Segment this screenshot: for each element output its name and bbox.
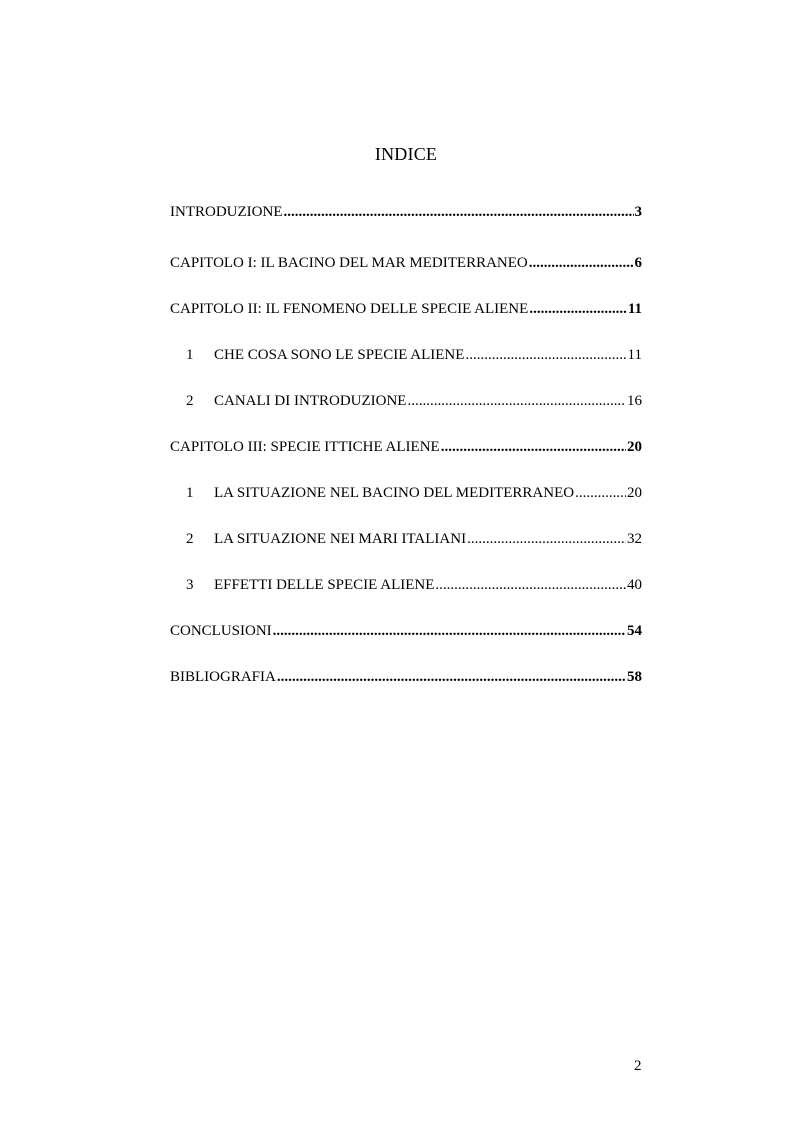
toc-entry-page: 11 (627, 301, 642, 317)
toc-entry-title: CANALI DI INTRODUZIONE (214, 393, 407, 409)
toc-leader-dots (575, 483, 626, 503)
toc-entry-title: CAPITOLO II: IL FENOMENO DELLE SPECIE ALIENE (170, 301, 529, 317)
toc-entry-capitolo-2[interactable] (170, 299, 642, 319)
toc-entry-page: 6 (634, 255, 642, 271)
toc-leader-dots (407, 391, 626, 411)
toc-entry-page: 20 (627, 439, 642, 455)
toc-entry-title: CHE COSA SONO LE SPECIE ALIENE (214, 347, 465, 363)
toc-entry-title: INTRODUZIONE (170, 204, 283, 220)
toc-entry-page: 3 (634, 204, 642, 220)
toc-entry-title: CAPITOLO I: IL BACINO DEL MAR MEDITERRANEO (170, 255, 528, 271)
toc-entry-number: 1 (186, 347, 194, 363)
toc-leader-dots (529, 299, 627, 319)
toc-entry-number: 2 (186, 393, 194, 409)
toc-entry-title: CONCLUSIONI (170, 623, 272, 639)
toc-entry-page: 58 (627, 669, 642, 685)
toc-entry-page: 40 (627, 577, 642, 593)
toc-entry-page: 11 (627, 347, 642, 363)
page-title: INDICE (374, 144, 438, 164)
toc-entry-page: 54 (627, 623, 642, 639)
toc-entry-capitolo-2-sezione-2[interactable] (170, 391, 642, 411)
toc-entry-number: 2 (186, 531, 194, 547)
toc-entry-capitolo-3[interactable] (170, 437, 642, 457)
toc-entry-title: CAPITOLO III: SPECIE ITTICHE ALIENE (170, 439, 440, 455)
toc-leader-dots (273, 621, 626, 641)
toc-entry-capitolo-1[interactable] (170, 253, 642, 273)
toc-entry-title: LA SITUAZIONE NEL BACINO DEL MEDITERRANEO (214, 485, 575, 501)
toc-entry-capitolo-2-sezione-1[interactable] (170, 345, 642, 365)
toc-entry-number: 3 (186, 577, 194, 593)
toc-entry-conclusioni[interactable] (170, 621, 642, 641)
toc-entry-page: 20 (627, 485, 642, 501)
toc-leader-dots (435, 575, 626, 595)
toc-entry-capitolo-3-sezione-2[interactable] (170, 529, 642, 549)
toc-leader-dots (465, 345, 626, 365)
toc-entry-page: 32 (627, 531, 642, 547)
toc-leader-dots (441, 437, 626, 457)
toc-entry-title: EFFETTI DELLE SPECIE ALIENE (214, 577, 435, 593)
toc-leader-dots (529, 253, 634, 273)
toc-leader-dots (467, 529, 626, 549)
toc-entry-bibliografia[interactable] (170, 667, 642, 687)
toc-entry-title: LA SITUAZIONE NEI MARI ITALIANI (214, 531, 467, 547)
toc-entry-capitolo-3-sezione-3[interactable] (170, 575, 642, 595)
toc-leader-dots (283, 202, 633, 222)
toc-entry-introduzione[interactable] (170, 202, 642, 222)
toc-entry-title: BIBLIOGRAFIA (170, 669, 276, 685)
toc-entry-capitolo-3-sezione-1[interactable] (170, 483, 642, 503)
page-number: 2 (634, 1058, 642, 1074)
toc-entry-number: 1 (186, 485, 194, 501)
toc-leader-dots (277, 667, 626, 687)
toc-entry-page: 16 (627, 393, 642, 409)
